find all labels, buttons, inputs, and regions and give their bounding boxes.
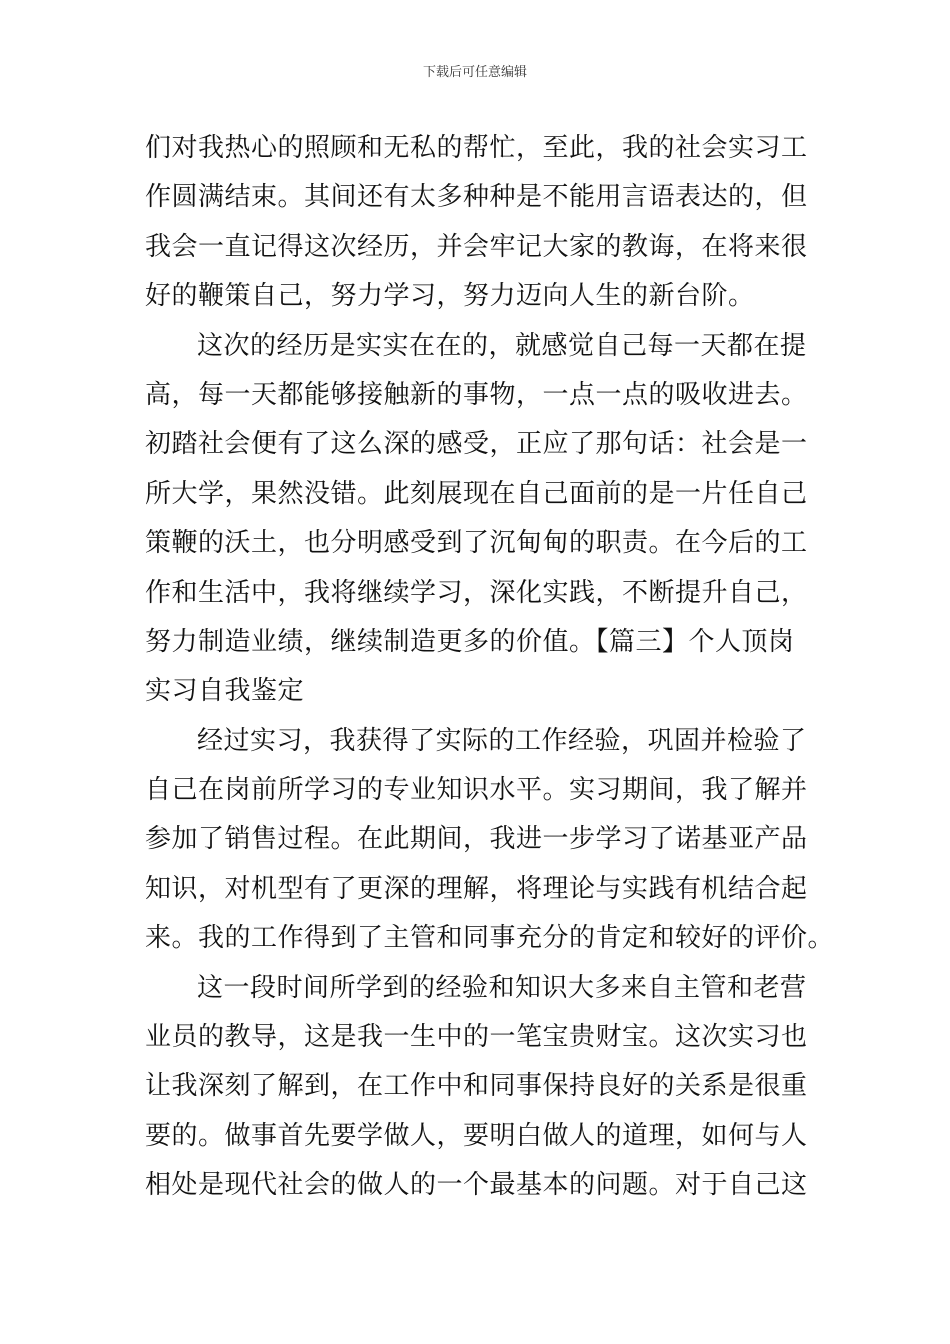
text-line: 策鞭的沃土，也分明感受到了沉甸甸的职责。在今后的工 [145, 528, 808, 559]
document-body [145, 124, 835, 1211]
text-line: 作和生活中，我将继续学习，深化实践，不断提升自己， [145, 577, 808, 608]
text-line: 好的鞭策自己，努力学习，努力迈向人生的新台阶。 [145, 281, 755, 312]
text-line: 我会一直记得这次经历，并会牢记大家的教诲，在将来很 [145, 231, 808, 262]
text-line: 努力制造业绩，继续制造更多的价值。【篇三】个人顶岗 [145, 626, 795, 657]
text-line: 高，每一天都能够接触新的事物，一点一点的吸收进去。 [145, 379, 808, 410]
text-line: 所大学，果然没错。此刻展现在自己面前的是一片任自己 [145, 478, 808, 509]
text-line: 参加了销售过程。在此期间，我进一步学习了诺基亚产品 [145, 824, 808, 855]
text-line: 实习自我鉴定 [145, 676, 305, 707]
text-line: 业员的教导，这是我一生中的一笔宝贵财宝。这次实习也 [145, 1022, 808, 1053]
text-line: 相处是现代社会的做人的一个最基本的问题。对于自己这 [145, 1170, 808, 1201]
text-line: 这次的经历是实实在在的，就感觉自己每一天都在提 [197, 330, 807, 361]
text-line: 要的。做事首先要学做人，要明白做人的道理，如何与人 [145, 1120, 808, 1151]
text-line: 知识，对机型有了更深的理解，将理论与实践有机结合起 [145, 873, 808, 904]
text-line: 这一段时间所学到的经验和知识大多来自主管和老营 [197, 972, 807, 1003]
text-line: 来。我的工作得到了主管和同事充分的肯定和较好的评价。 [145, 923, 835, 954]
text-line: 让我深刻了解到，在工作中和同事保持良好的关系是很重 [145, 1071, 808, 1102]
text-line: 自己在岗前所学习的专业知识水平。实习期间，我了解并 [145, 775, 808, 806]
text-line: 初踏社会便有了这么深的感受，正应了那句话：社会是一 [145, 429, 808, 460]
text-line: 经过实习，我获得了实际的工作经验，巩固并检验了 [197, 725, 807, 756]
page-header: 下载后可任意编辑 [422, 65, 527, 80]
text-line: 们对我热心的照顾和无私的帮忙，至此，我的社会实习工 [145, 133, 808, 163]
text-line: 作圆满结束。其间还有太多种种是不能用言语表达的，但 [145, 182, 808, 213]
